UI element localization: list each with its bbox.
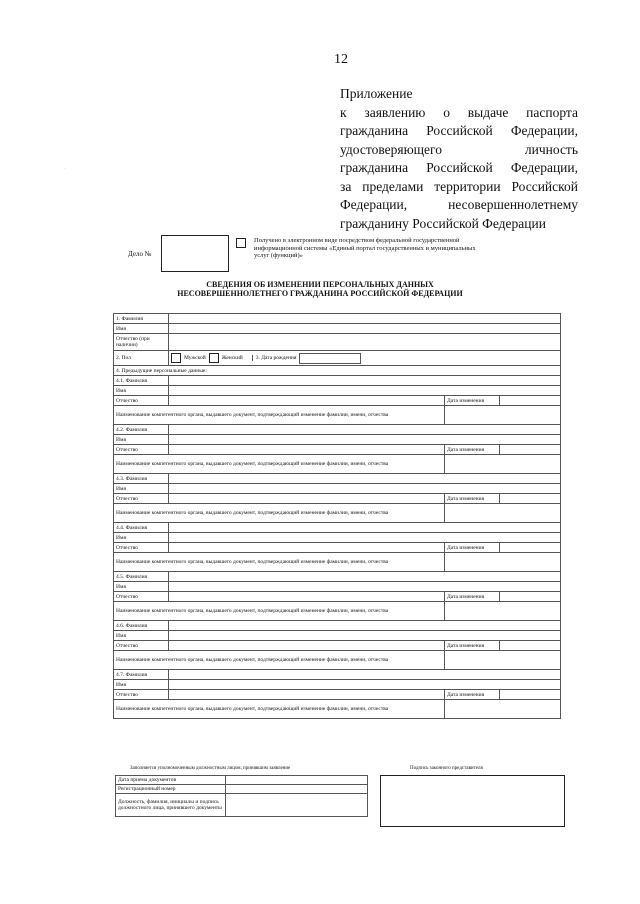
change-date-label: Дата изменения (445, 445, 500, 455)
appendix-line: гражданина Российской Федерации, (340, 123, 578, 138)
representative-signature-box[interactable] (380, 775, 565, 827)
registration-number-field[interactable] (226, 785, 368, 794)
name-label: Имя (114, 324, 169, 334)
form-title (130, 280, 510, 298)
page-number: 12 (334, 52, 348, 67)
previous-patronymic-field[interactable] (169, 543, 445, 553)
officer-signature-label: Должность, фамилия, инициалы и подпись должностного лица, принявшего документы (116, 794, 226, 817)
change-date-label: Дата изменения (445, 690, 500, 700)
appendix-line: Приложение (340, 86, 413, 101)
birthdate-label: 3. Дата рождения (252, 355, 297, 361)
surname-field[interactable] (169, 314, 561, 324)
agency-field[interactable] (445, 504, 561, 523)
previous-patronymic-label: Отчество (114, 641, 169, 651)
previous-surname-field[interactable] (169, 523, 561, 533)
previous-patronymic-field[interactable] (169, 494, 445, 504)
previous-patronymic-label: Отчество (114, 592, 169, 602)
male-label: Мужской (184, 355, 206, 361)
previous-patronymic-field[interactable] (169, 592, 445, 602)
previous-surname-label: 4.2. Фамилия (114, 425, 169, 435)
previous-patronymic-label: Отчество (114, 690, 169, 700)
previous-surname-field[interactable] (169, 572, 561, 582)
previous-data-heading: 4. Предыдущие персональные данные: (114, 366, 561, 376)
agency-field[interactable] (445, 602, 561, 621)
appendix-line: за пределами территории Российской (340, 178, 578, 194)
previous-patronymic-label: Отчество (114, 494, 169, 504)
officer-section-title: Заполняется уполномоченным должностным лицом, принявшим заявление (130, 766, 291, 771)
male-checkbox[interactable] (171, 353, 181, 363)
previous-patronymic-field[interactable] (169, 396, 445, 406)
previous-surname-label: 4.6. Фамилия (114, 621, 169, 631)
previous-surname-field[interactable] (169, 474, 561, 484)
form-title-line: НЕСОВЕРШЕННОЛЕТНЕГО ГРАЖДАНИНА РОССИЙСКОЙ ФЕДЕРАЦИИ (177, 289, 463, 298)
case-number-box[interactable] (161, 235, 229, 272)
case-number-label: Дело № (128, 250, 152, 258)
previous-name-field[interactable] (169, 386, 561, 396)
received-electronic-checkbox[interactable] (236, 238, 246, 248)
officer-table (115, 775, 368, 817)
change-date-label: Дата изменения (445, 494, 500, 504)
change-date-label: Дата изменения (445, 543, 500, 553)
sex-label: 2. Пол (114, 351, 169, 366)
appendix-heading (340, 85, 578, 233)
previous-patronymic-field[interactable] (169, 445, 445, 455)
appendix-line: Федерации, несовершеннолетнему (340, 197, 578, 212)
change-date-field[interactable] (500, 592, 561, 602)
received-electronic-text: Получено в электронном виде посредством федеральной государственной информационной системы «Единый портал государственных и муниципальных услуг (функций)» (254, 237, 476, 259)
agency-label: Наименование компетентного органа, выдавшего документ, подтверждающий изменение фамилии, имени, отчества (114, 651, 445, 670)
previous-name-label: Имя (114, 435, 169, 445)
previous-name-label: Имя (114, 631, 169, 641)
previous-surname-field[interactable] (169, 670, 561, 680)
patronymic-field[interactable] (169, 334, 561, 351)
previous-patronymic-field[interactable] (169, 641, 445, 651)
previous-name-label: Имя (114, 680, 169, 690)
change-date-field[interactable] (500, 494, 561, 504)
registration-number-label: Регистрационный номер (116, 785, 226, 794)
previous-surname-label: 4.3. Фамилия (114, 474, 169, 484)
previous-name-label: Имя (114, 386, 169, 396)
birthdate-field[interactable] (299, 353, 361, 364)
surname-label: 1. Фамилия (114, 314, 169, 324)
previous-patronymic-label: Отчество (114, 396, 169, 406)
agency-label: Наименование компетентного органа, выдавшего документ, подтверждающий изменение фамилии, имени, отчества (114, 553, 445, 572)
officer-signature-field[interactable] (226, 794, 368, 817)
change-date-label: Дата изменения (445, 641, 500, 651)
appendix-line: удостоверяющего личность (340, 141, 578, 157)
previous-name-label: Имя (114, 533, 169, 543)
agency-label: Наименование компетентного органа, выдавшего документ, подтверждающий изменение фамилии, имени, отчества (114, 504, 445, 523)
personal-data-form (113, 313, 561, 719)
agency-label: Наименование компетентного органа, выдавшего документ, подтверждающий изменение фамилии, имени, отчества (114, 602, 445, 621)
agency-field[interactable] (445, 455, 561, 474)
name-field[interactable] (169, 324, 561, 334)
previous-patronymic-label: Отчество (114, 445, 169, 455)
agency-field[interactable] (445, 406, 561, 425)
change-date-field[interactable] (500, 641, 561, 651)
appendix-line: гражданина Российской Федерации, (340, 160, 578, 175)
previous-name-field[interactable] (169, 484, 561, 494)
previous-surname-label: 4.7. Фамилия (114, 670, 169, 680)
previous-name-label: Имя (114, 484, 169, 494)
intake-date-field[interactable] (226, 776, 368, 785)
form-title-line: СВЕДЕНИЯ ОБ ИЗМЕНЕНИИ ПЕРСОНАЛЬНЫХ ДАННЫХ (206, 280, 434, 289)
previous-surname-field[interactable] (169, 376, 561, 386)
previous-patronymic-label: Отчество (114, 543, 169, 553)
agency-label: Наименование компетентного органа, выдавшего документ, подтверждающий изменение фамилии, имени, отчества (114, 406, 445, 425)
previous-name-field[interactable] (169, 435, 561, 445)
agency-label: Наименование компетентного органа, выдавшего документ, подтверждающий изменение фамилии, имени, отчества (114, 700, 445, 719)
previous-surname-label: 4.4. Фамилия (114, 523, 169, 533)
previous-name-field[interactable] (169, 631, 561, 641)
change-date-field[interactable] (500, 543, 561, 553)
change-date-field[interactable] (500, 690, 561, 700)
previous-patronymic-field[interactable] (169, 690, 445, 700)
representative-signature-title: Подпись законного представителя (410, 766, 483, 771)
change-date-label: Дата изменения (445, 592, 500, 602)
previous-name-label: Имя (114, 582, 169, 592)
previous-name-field[interactable] (169, 680, 561, 690)
agency-field[interactable] (445, 553, 561, 572)
change-date-field[interactable] (500, 445, 561, 455)
previous-name-field[interactable] (169, 582, 561, 592)
female-checkbox[interactable] (209, 353, 219, 363)
previous-surname-label: 4.1. Фамилия (114, 376, 169, 386)
appendix-line: гражданину Российской Федерации (340, 215, 546, 231)
previous-surname-label: 4.5. Фамилия (114, 572, 169, 582)
patronymic-label: Отчество (при наличии) (114, 334, 169, 351)
previous-name-field[interactable] (169, 533, 561, 543)
agency-field[interactable] (445, 700, 561, 719)
appendix-line: к заявлению о выдаче паспорта (340, 104, 578, 120)
agency-field[interactable] (445, 651, 561, 670)
intake-date-label: Дата приема документов (116, 776, 226, 785)
margin-mark: · (64, 166, 66, 172)
change-date-field[interactable] (500, 396, 561, 406)
previous-surname-field[interactable] (169, 621, 561, 631)
previous-surname-field[interactable] (169, 425, 561, 435)
female-label: Женский (221, 355, 243, 361)
agency-label: Наименование компетентного органа, выдавшего документ, подтверждающий изменение фамилии, имени, отчества (114, 455, 445, 474)
change-date-label: Дата изменения (445, 396, 500, 406)
